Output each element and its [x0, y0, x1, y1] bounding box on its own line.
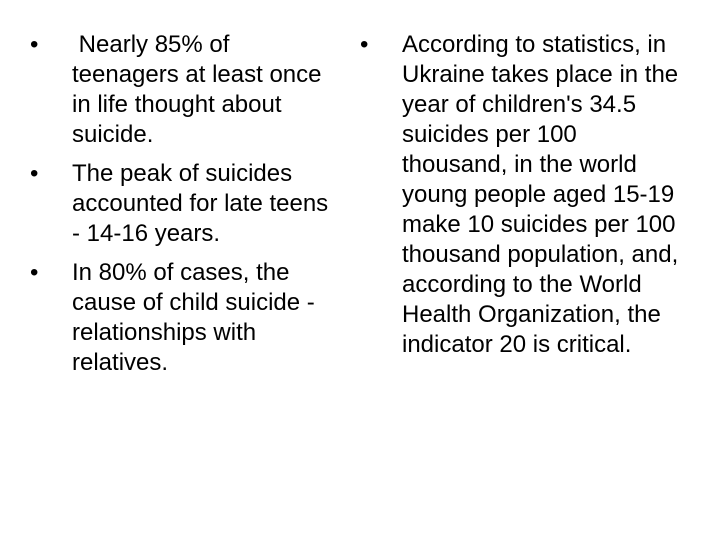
list-item	[30, 30, 330, 150]
bullet-text: According to statistics, in Ukraine takes place in the year of children's 34.5 suicides per 100 thousand, in the world young people aged 15-19 make 10 suicides per 100 thousand population, and, according to the World Health Organization, the indicator 20 is critical.	[402, 31, 685, 358]
bullet-text: Nearly 85% of teenagers at least once in life thought about suicide.	[72, 31, 329, 148]
list-item	[30, 258, 330, 378]
bullet-icon: •	[360, 31, 369, 58]
right-bullet-list	[360, 30, 685, 369]
bullet-icon: •	[30, 259, 39, 286]
bullet-icon: •	[30, 31, 39, 58]
list-item	[360, 30, 685, 360]
bullet-icon: •	[30, 160, 39, 187]
bullet-text: In 80% of cases, the cause of child suicide - relationships with relatives.	[72, 259, 322, 376]
bullet-text: The peak of suicides accounted for late teens - 14-16 years.	[72, 160, 335, 247]
left-bullet-list	[30, 30, 335, 387]
list-item	[30, 159, 335, 249]
